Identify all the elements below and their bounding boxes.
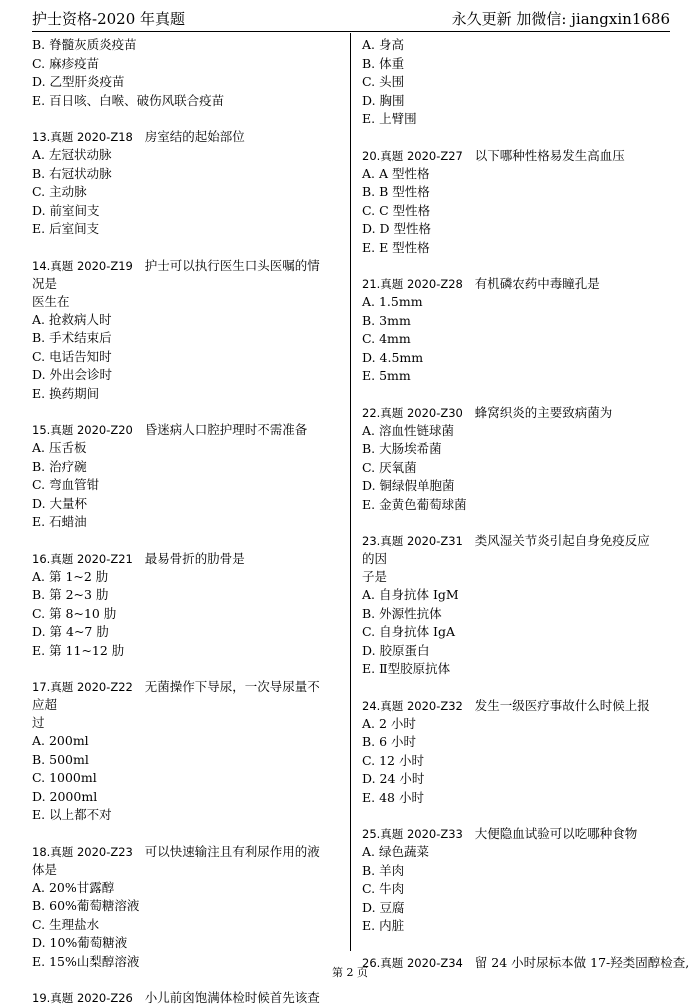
option: C. 电话告知时 (32, 348, 112, 364)
option: B. 治疗碗 (32, 458, 87, 474)
question-19 (32, 989, 332, 1007)
option: E. 百日咳、白喉、破伤风联合疫苗 (32, 92, 225, 108)
option: E. 上臂围 (362, 111, 417, 126)
question-text-continued: 过 (32, 715, 45, 730)
option: B. 大肠埃希菌 (362, 441, 442, 456)
question-text: 大便隐血试验可以吃哪种食物 (474, 826, 638, 841)
option: D. 外出会诊时 (32, 367, 113, 382)
option: A. A 型性格 (362, 165, 430, 181)
question-number: 22.真题 2020-Z30 (362, 405, 463, 420)
question-number: 26.真题 2020-Z34 (362, 955, 463, 970)
option: B. 脊髓灰质炎疫苗 (32, 37, 137, 52)
question-stem (362, 275, 662, 293)
option: B. 右冠状动脉 (32, 165, 112, 181)
option: C. 12 小时 (362, 752, 424, 768)
option: A. 压舌板 (32, 440, 87, 455)
question-stem (362, 532, 662, 568)
question-number: 23.真题 2020-Z31 (362, 534, 463, 548)
option: B. 第 2~3 肋 (32, 587, 109, 602)
option: A. 溶血性链球菌 (362, 422, 454, 438)
option: B. 外源性抗体 (362, 605, 442, 621)
question-25 (362, 825, 662, 936)
question-16 (32, 550, 332, 661)
question-stem (32, 128, 332, 146)
question-number: 24.真题 2020-Z32 (362, 698, 463, 713)
option: B. 3mm (362, 312, 411, 328)
option: C. 自身抗体 IgA (362, 624, 456, 639)
question-23 (362, 532, 662, 679)
option: A. 1.5mm (362, 294, 423, 309)
question-text: 发生一级医疗事故什么时候上报 (474, 697, 650, 713)
question-number: 21.真题 2020-Z28 (362, 277, 463, 291)
option: B. 体重 (362, 55, 405, 71)
option: B. 羊肉 (362, 862, 405, 878)
option: E. 金黄色葡萄球菌 (362, 496, 467, 512)
question-stem (362, 404, 662, 422)
question-text: 可以快速输注且有利尿作用的液体是 (32, 843, 320, 877)
question-text: 房室结的起始部位 (144, 129, 245, 144)
option: B. 手术结束后 (32, 330, 112, 345)
question-21 (362, 275, 662, 386)
header-contact: 永久更新 加微信: jiangxin1686 (451, 10, 670, 28)
question-stem (362, 147, 662, 165)
option: D. 4.5mm (362, 349, 424, 365)
option: D. 2000ml (32, 788, 98, 804)
question-18 (32, 843, 332, 972)
question-text: 昏迷病人口腔护理时不需准备 (144, 422, 308, 437)
column-divider (350, 33, 351, 951)
option: E. 48 小时 (362, 789, 424, 805)
question-text: 以下哪种性格易发生高血压 (474, 147, 625, 163)
option: C. 厌氧菌 (362, 459, 417, 475)
option: A. 绿色蔬菜 (362, 844, 429, 859)
question-text: 最易骨折的肋骨是 (144, 550, 245, 566)
question-number: 25.真题 2020-Z33 (362, 827, 463, 841)
option: D. 胸围 (362, 92, 405, 108)
option: E. 5mm (362, 368, 411, 383)
option: A. 20%甘露醇 (32, 879, 115, 895)
option: B. 60%葡萄糖溶液 (32, 898, 140, 913)
option: D. 乙型肝炎疫苗 (32, 74, 125, 89)
option: D. 铜绿假单胞菌 (362, 478, 455, 493)
question-13 (32, 128, 332, 239)
question-number: 13.真题 2020-Z18 (32, 130, 133, 144)
option: E. 第 11~12 肋 (32, 642, 125, 658)
question-stem (32, 678, 332, 714)
question-stem (32, 843, 332, 879)
option: D. 大量杯 (32, 495, 88, 511)
question-stem (362, 825, 662, 843)
option: C. 1000ml (32, 770, 97, 785)
option: A. 抢救病人时 (32, 311, 112, 327)
option: E. Ⅱ型胶原抗体 (362, 661, 451, 676)
question-text: 留 24 小时尿标本做 17-羟类固醇检查, (474, 954, 690, 970)
option: C. 麻疹疫苗 (32, 55, 100, 71)
question-19-tail (362, 36, 662, 129)
option: C. 弯血管钳 (32, 477, 100, 492)
option: A. 身高 (362, 37, 404, 52)
option: A. 200ml (32, 733, 89, 748)
question-stem (362, 697, 662, 715)
question-20 (362, 147, 662, 258)
question-text: 类风湿关节炎引起自身免疫反应的因 (362, 533, 650, 566)
option: A. 2 小时 (362, 715, 416, 731)
question-text-continued: 子是 (362, 569, 388, 584)
option: A. 左冠状动脉 (32, 147, 112, 162)
question-number: 16.真题 2020-Z21 (32, 551, 133, 566)
question-text: 有机磷农药中毒瞳孔是 (474, 276, 600, 291)
header-title: 护士资格-2020 年真题 (32, 10, 186, 28)
option: E. 换药期间 (32, 385, 100, 401)
option: E. 后室间支 (32, 221, 100, 236)
option: C. 头围 (362, 74, 405, 89)
option: C. 第 8~10 肋 (32, 605, 117, 621)
question-text-continued: 医生在 (32, 293, 70, 309)
option: A. 自身抗体 IgM (362, 587, 459, 602)
option: B. B 型性格 (362, 184, 430, 199)
question-stem (32, 421, 332, 439)
option: B. 500ml (32, 751, 89, 767)
question-number: 17.真题 2020-Z22 (32, 680, 133, 694)
page-number: 第 2 页 (332, 966, 368, 979)
question-stem (32, 257, 332, 293)
right-column (362, 36, 690, 972)
question-stem (32, 989, 332, 1007)
option: C. 牛肉 (362, 881, 405, 896)
page-header (32, 6, 670, 30)
question-text: 无菌操作下导尿，一次导尿量不应超 (32, 679, 320, 712)
option: C. C 型性格 (362, 202, 431, 218)
option: D. 10%葡萄糖液 (32, 935, 128, 950)
option: C. 主动脉 (32, 184, 87, 199)
option: E. 15%山梨醇溶液 (32, 953, 140, 969)
option: E. 以上都不对 (32, 807, 112, 822)
question-number: 20.真题 2020-Z27 (362, 148, 463, 163)
question-number: 18.真题 2020-Z23 (32, 844, 133, 859)
question-12-tail (32, 36, 332, 110)
question-number: 14.真题 2020-Z19 (32, 258, 133, 273)
option: E. 石蜡油 (32, 514, 87, 529)
option: C. 4mm (362, 331, 411, 346)
option: D. 第 4~7 肋 (32, 624, 109, 639)
question-14 (32, 257, 332, 404)
option: D. 豆腐 (362, 899, 405, 915)
question-number: 15.真题 2020-Z20 (32, 423, 133, 437)
option: A. 第 1~2 肋 (32, 568, 109, 584)
question-22 (362, 404, 662, 515)
question-text: 护士可以执行医生口头医嘱的情况是 (32, 257, 320, 291)
left-column (32, 36, 332, 1007)
option: D. 前室间支 (32, 202, 100, 218)
question-number: 19.真题 2020-Z26 (32, 991, 133, 1005)
question-stem (32, 550, 332, 568)
option: E. E 型性格 (362, 239, 430, 255)
option: D. D 型性格 (362, 221, 432, 236)
question-15 (32, 421, 332, 532)
header-divider (32, 31, 670, 32)
option: C. 生理盐水 (32, 916, 100, 932)
question-text: 蜂窝织炎的主要致病菌为 (474, 404, 613, 420)
question-text: 小儿前囟饱满体检时候首先该查 (144, 990, 320, 1005)
option: D. 胶原蛋白 (362, 642, 430, 658)
option: E. 内脏 (362, 918, 405, 933)
question-24 (362, 697, 662, 808)
question-17 (32, 678, 332, 825)
option: B. 6 小时 (362, 734, 417, 749)
option: D. 24 小时 (362, 771, 425, 786)
